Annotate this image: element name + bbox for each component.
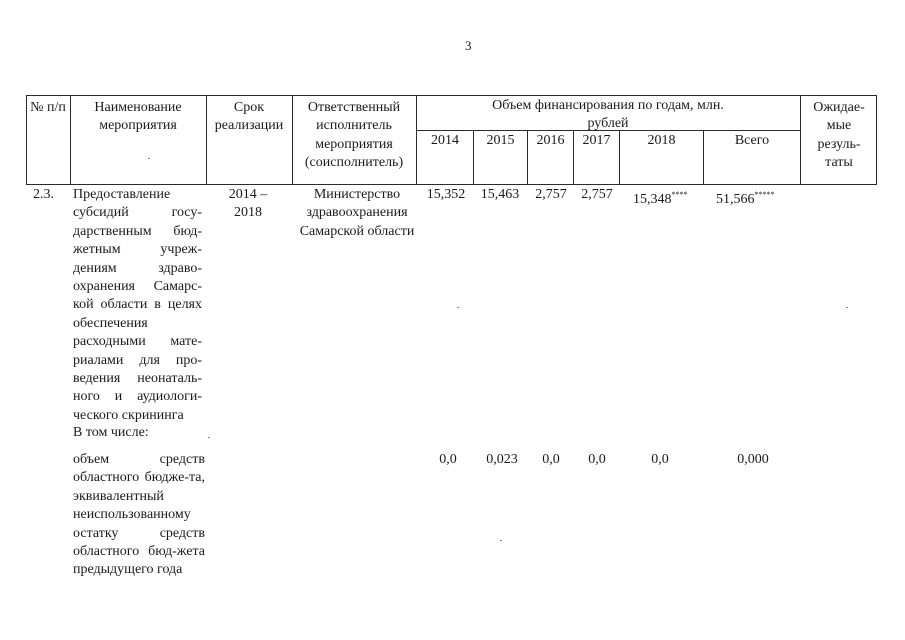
header-funding: Объем финансирования по годам, млн. рублей <box>492 98 724 132</box>
col-divider <box>800 95 801 185</box>
col-divider <box>26 95 27 185</box>
header-year-2015: 2015 <box>486 133 515 148</box>
header-results: Ожидае-мые резуль-таты <box>813 100 865 171</box>
including-label: В том числе: <box>73 425 149 440</box>
header-num: № п/п <box>30 100 66 115</box>
subrow-name: объем средств областного бюдже-та, эквивалентный неиспользованному остатку средств областного бюд-жета предыдущего года <box>73 452 205 578</box>
row-name: Предоставление субсидий госу-дарственным бюд-жетным учреж-дениям здраво-охранения Самарс-кой области в целях обеспечения расходными мате-риалами для про-ведения неонаталь-ного и аудиологи-ческого скрининга <box>73 187 202 423</box>
subrow-value-2017: 0,0 <box>588 452 606 467</box>
header-year-2014: 2014 <box>431 133 459 148</box>
row-value-2016: 2,757 <box>535 187 567 202</box>
subrow-value-2015: 0,023 <box>486 452 518 467</box>
row-total-number: 51,566 <box>716 192 755 207</box>
scan-speck <box>500 540 502 541</box>
row-term: 2014 – 2018 <box>228 187 268 221</box>
header-term: Срок реализации <box>214 100 284 134</box>
subrow-value-2014: 0,0 <box>439 452 457 467</box>
col-divider <box>876 95 877 185</box>
header-year-2017: 2017 <box>582 133 611 148</box>
col-divider <box>70 95 71 185</box>
scan-speck <box>208 437 210 438</box>
header-bottom-border <box>26 184 877 185</box>
header-executor: Ответственный исполнитель мероприятия (соисполнитель) <box>304 100 404 171</box>
header-year-2016: 2016 <box>536 133 565 148</box>
header-year-2018: 2018 <box>647 133 676 148</box>
scan-speck <box>846 307 848 308</box>
subrow-value-2016: 0,0 <box>542 452 560 467</box>
row-value-2015: 15,463 <box>480 187 520 202</box>
col-divider <box>206 95 207 185</box>
header-total: Всего <box>734 133 770 148</box>
subrow-value-2018: 0,0 <box>651 452 669 467</box>
footnote-mark: **** <box>671 190 688 199</box>
row-total <box>716 186 775 209</box>
row-num: 2.3. <box>33 187 54 202</box>
header-name: Наименование мероприятия <box>94 100 182 134</box>
row-executor: Министерство здравоохранения Самарской области <box>299 187 415 239</box>
table-top-border <box>26 95 877 96</box>
row-value-2018 <box>633 186 688 209</box>
scan-speck <box>457 307 459 308</box>
row-value-2014: 15,352 <box>426 187 466 202</box>
subrow-total: 0,000 <box>737 452 769 467</box>
col-divider <box>292 95 293 185</box>
page-number: 3 <box>465 38 472 53</box>
row-value-2017: 2,757 <box>581 187 613 202</box>
row-value-2018-number: 15,348 <box>633 192 672 207</box>
scan-speck <box>148 158 150 159</box>
footnote-mark: ***** <box>754 190 775 199</box>
